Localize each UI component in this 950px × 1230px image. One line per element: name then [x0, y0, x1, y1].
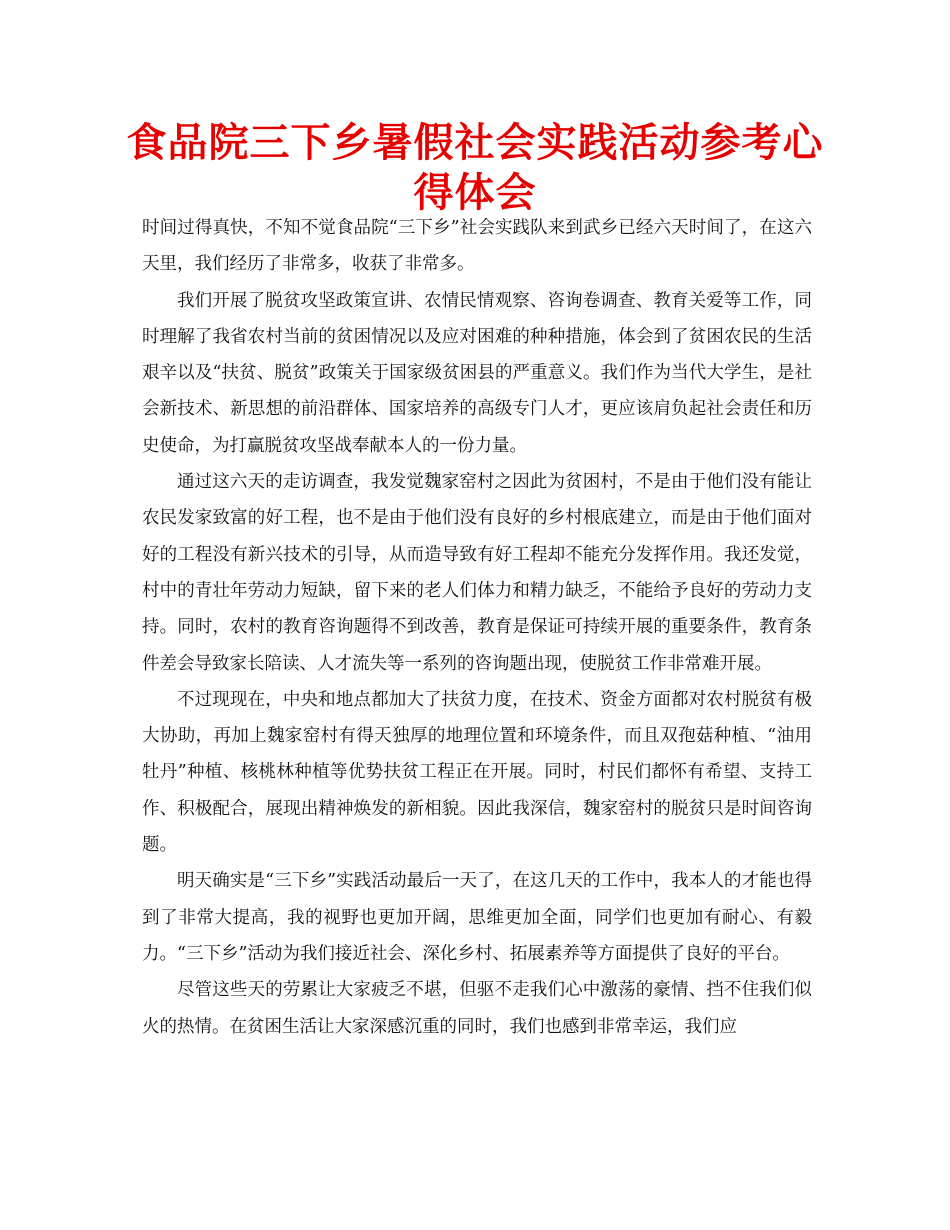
paragraph-intro: 时间过得真快，不知不觉食品院“三下乡”社会实践队来到武乡已经六天时间了，在这六天里，我们经历了非常多，收获了非常多。 [142, 218, 812, 275]
paragraph-last-day: 明天确实是“三下乡”实践活动最后一天了，在这几天的工作中，我本人的才能也得到了非常大提高，我的视野也更加开阔，思维更加全面，同学们也更加有耐心、有毅力。“三下乡”活动为我们接近社会、深化乡村、拓展素养等方面提供了良好的平台。 [142, 871, 812, 964]
paragraph-survey: 通过这六天的走访调查，我发觉魏家窑村之因此为贫困村，不是由于他们没有能让农民发家致富的好工程，也不是由于他们没有良好的乡村根底建立，而是由于他们面对好的工程没有新兴技术的引导，从而造导致有好工程却不能充分发挥作用。我还发觉，村中的青壮年劳动力短缺，留下来的老人们体力和精力缺乏，不能给予良好的劳动力支持。同时，农村的教育咨询题得不到改善，教育是保证可持续开展的重要条件，教育条件差会导致家长陪读、人才流失等一系列的咨询题出现，使脱贫工作非常难开展。 [142, 472, 812, 674]
document-body [142, 210, 812, 1045]
document-title: 食品院三下乡暑假社会实践活动参考心得体会 [126, 120, 824, 216]
paragraph-support: 不过现现在，中央和地点都加大了扶贫力度，在技术、资金方面都对农村脱贫有极大协助，再加上魏家窑村有得天独厚的地理位置和环境条件，而且双孢菇种植、“油用牡丹”种植、核桃林种植等优势扶贫工程正在开展。同时，村民们都怀有希望、支持工作、积极配合，展现出精神焕发的新相貌。因此我深信，魏家窑村的脱贫只是时间咨询题。 [142, 689, 812, 856]
paragraph-closing: 尽管这些天的劳累让大家疲乏不堪，但驱不走我们心中激荡的豪情、挡不住我们似火的热情。在贫困生活让大家深感沉重的同时，我们也感到非常幸运，我们应 [142, 980, 812, 1037]
paragraph-work: 我们开展了脱贫攻坚政策宣讲、农情民情观察、咨询卷调查、教育关爱等工作，同时理解了我省农村当前的贫困情况以及应对困难的种种措施，体会到了贫困农民的生活艰辛以及“扶贫、脱贫”政策关于国家级贫困县的严重意义。我们作为当代大学生，是社会新技术、新思想的前沿群体、国家培养的高级专门人才，更应该肩负起社会责任和历史使命，为打赢脱贫攻坚战奉献本人的一份力量。 [142, 290, 812, 456]
